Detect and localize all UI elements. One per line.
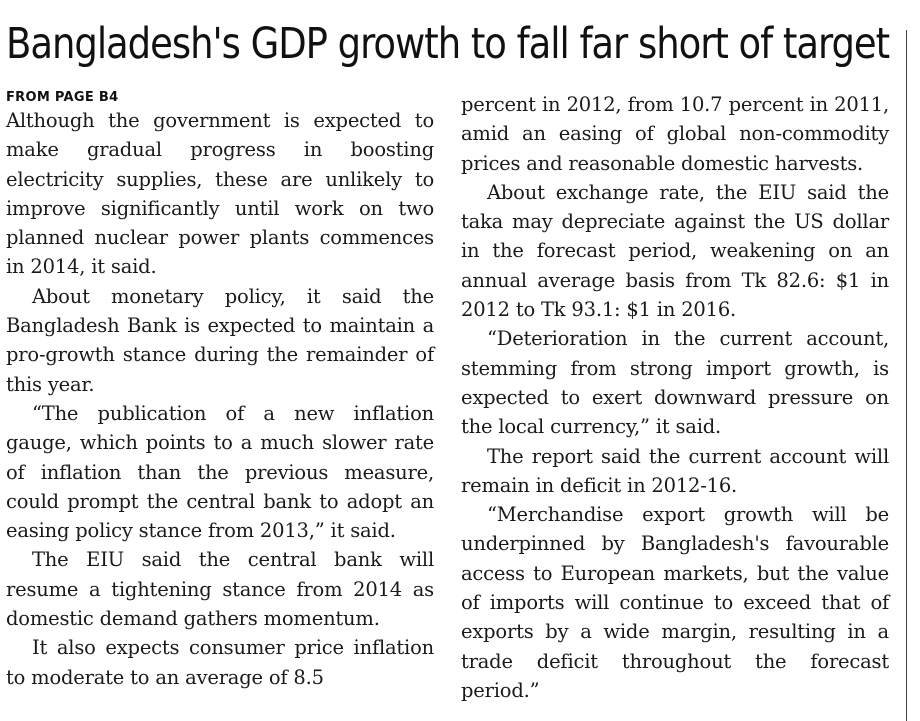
paragraph: About exchange rate, the EIU said the taka may depreciate against the US dollar in the forecast period, weakening on an annual average basis from Tk 82.6: $1 in 2012 to Tk 93.1: $1 in 2016. xyxy=(461,180,889,322)
paragraph: “Merchandise export growth will be underpinned by Bangladesh's favourable access to European markets, but the value of imports will continue to exceed that of exports by a wide margin, resulting in a trade deficit throughout the forecast period.” xyxy=(461,503,889,702)
column-rule xyxy=(906,30,907,721)
paragraph: Although the government is expected to make gradual progress in boosting electricity supplies, these are unlikely to improve significantly until work on two planned nuclear power plants commences in 2014, it said. xyxy=(6,109,434,279)
paragraph: “Deterioration in the current account, stemming from strong import growth, is expected to exert downward pressure on the local currency,” it said. xyxy=(461,327,889,439)
article-headline: Bangladesh's GDP growth to fall far short of target xyxy=(6,19,890,69)
paragraph: It also expects consumer price inflation to moderate to an average of 8.5 xyxy=(6,636,434,689)
paragraph: About monetary policy, it said the Bangladesh Bank is expected to maintain a pro-growth stance during the remainder of this year. xyxy=(6,284,434,396)
paragraph: percent in 2012, from 10.7 percent in 2011, amid an easing of global non-commodity prices and reasonable domestic harvests. xyxy=(461,93,889,175)
paragraph: “The publication of a new inflation gauge, which points to a much slower rate of inflation than the previous measure, could prompt the central bank to adopt an easing policy stance from 2013,” it said. xyxy=(6,401,434,543)
continuation-kicker: FROM PAGE B4 xyxy=(6,90,119,105)
article-column-left xyxy=(6,90,434,692)
paragraph: The EIU said the central bank will resume a tightening stance from 2014 as domestic demand gathers momentum. xyxy=(6,548,434,631)
paragraph: The report said the current account will remain in deficit in 2012-16. xyxy=(461,444,889,497)
article-column-right xyxy=(461,90,889,705)
